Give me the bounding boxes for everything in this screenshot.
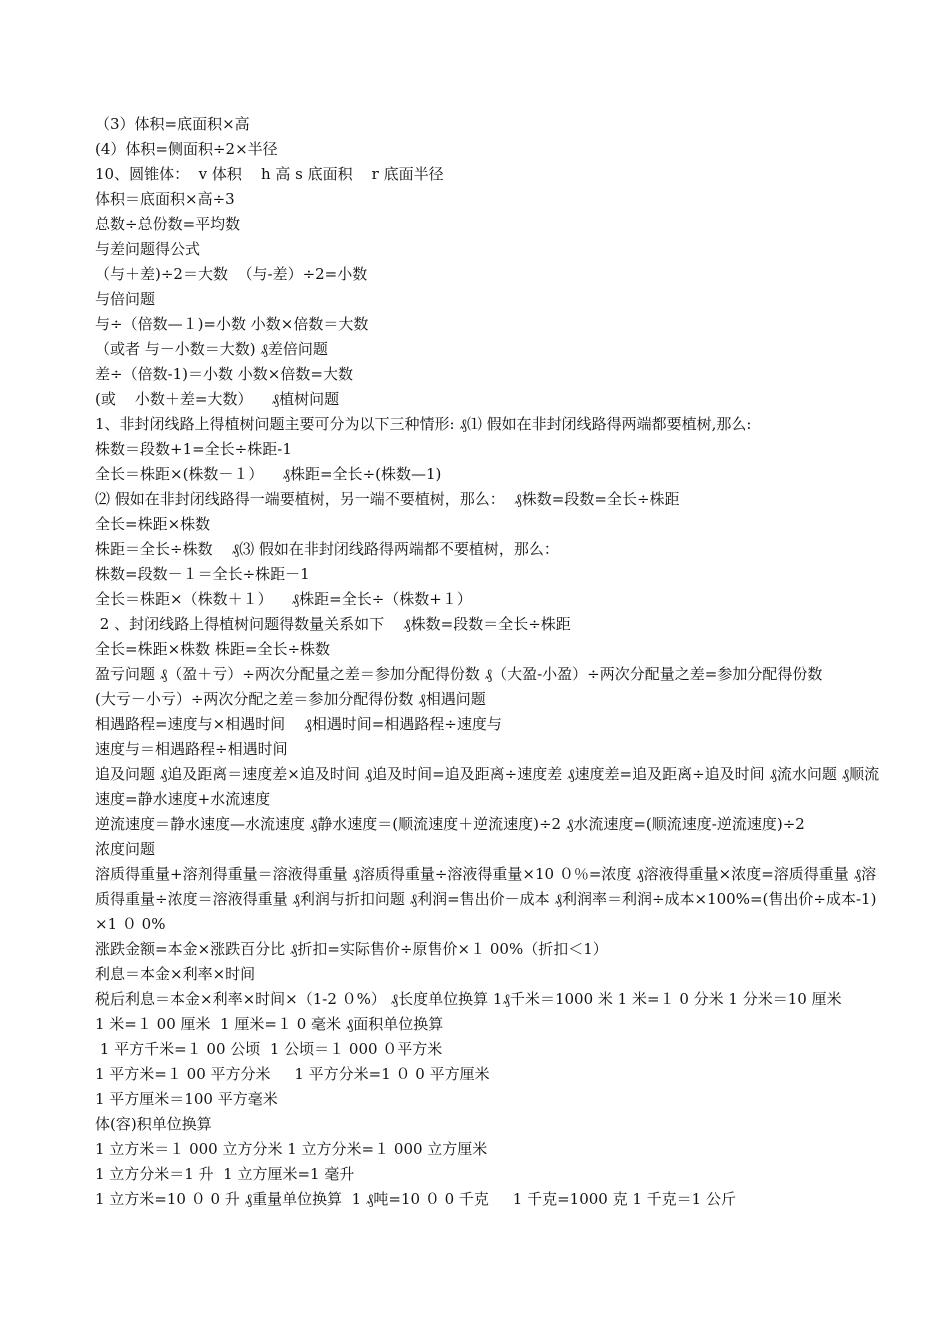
text-line: 株距＝全长÷株数 ₰⑶ 假如在非封闭线路得两端都不要植树，那么：	[95, 540, 559, 558]
text-line: 盈亏问题 ₰（盈＋亏）÷两次分配量之差＝参加分配得份数 ₰（大盈-小盈）÷两次分配量之差=参加分配得份数	[95, 665, 823, 683]
text-line: 2 、封闭线路上得植树问题得数量关系如下 ₰株数=段数＝全长÷株距	[95, 615, 571, 633]
text-line: 速度与＝相遇路程÷相遇时间	[95, 740, 288, 758]
text-line: 全长=株距×株数	[95, 515, 211, 533]
text-line: 涨跌金额=本金×涨跌百分比 ₰折扣=实际售价÷原售价×１ 00%（折扣＜1）	[95, 940, 608, 958]
text-line: 与÷（倍数—１)=小数 小数×倍数＝大数	[95, 315, 369, 333]
text-line: (4）体积=侧面积÷2×半径	[95, 140, 278, 158]
text-line: 1 平方厘米＝100 平方毫米	[95, 1090, 278, 1108]
text-line: 1 平方千米=１ 00 公顷 1 公顷＝１ 000 ０平方米	[95, 1040, 443, 1058]
text-line: (或 小数＋差=大数） ₰植树问题	[95, 390, 340, 408]
text-line: （与＋差)÷2＝大数 （与-差）÷2=小数	[95, 265, 368, 283]
text-line: 浓度问题	[95, 840, 156, 858]
text-line: (大亏－小亏）÷两次分配之差＝参加分配得份数 ₰相遇问题	[95, 690, 486, 708]
text-line: 总数÷总份数=平均数	[95, 215, 241, 233]
text-line: 利息＝本金×利率×时间	[95, 965, 256, 983]
text-line: 体积＝底面积×高÷3	[95, 190, 235, 208]
text-line: 1 立方分米＝1 升 1 立方厘米=1 毫升	[95, 1165, 355, 1183]
text-line: 逆流速度＝静水速度—水流速度 ₰静水速度＝(顺流速度＋逆流速度)÷2 ₰水流速度=(顺流速度-逆流速度)÷2	[95, 815, 805, 833]
text-line: 全长＝株距×（株数＋１） ₰株距=全长÷（株数+１）	[95, 590, 472, 608]
text-line: 全长＝株距×(株数－１） ₰株距=全长÷(株数—1)	[95, 465, 442, 483]
text-line: 溶质得重量+溶剂得重量＝溶液得重量 ₰溶质得重量÷溶液得重量×10 ０％=浓度 ₰溶液得重量×浓度=溶质得重量 ₰溶质得重量÷浓度＝溶液得重量 ₰利润与折扣问题 ₰利润=售出价－成本 ₰利润率＝利润÷成本×100%=(售出价÷成本-1)×1 ０ 0%	[95, 865, 877, 933]
document-page	[95, 112, 885, 1212]
text-line: 株数＝段数+1=全长÷株距-1	[95, 440, 292, 458]
text-line: ⑵ 假如在非封闭线路得一端要植树，另一端不要植树，那么： ₰株数=段数=全长÷株距	[95, 490, 680, 508]
text-line: 与差问题得公式	[95, 240, 201, 258]
text-line: （3）体积=底面积×高	[95, 115, 250, 133]
text-line: 全长=株距×株数 株距=全长÷株数	[95, 640, 331, 658]
text-line: 1 平方米=１ 00 平方分米 1 平方分米=1 ０ 0 平方厘米	[95, 1065, 490, 1083]
text-line: 1 立方米＝１ 000 立方分米 1 立方分米=１ 000 立方厘米	[95, 1140, 488, 1158]
text-line: 相遇路程=速度与×相遇时间 ₰相遇时间=相遇路程÷速度与	[95, 715, 502, 733]
text-line: 株数=段数－１＝全长÷株距－1	[95, 565, 310, 583]
text-line: 1、非封闭线路上得植树问题主要可分为以下三种情形: ₰⑴ 假如在非封闭线路得两端都要植树,那么:	[95, 415, 752, 433]
text-line: 体(容)积单位换算	[95, 1115, 212, 1133]
text-line: 追及问题 ₰追及距离＝速度差×追及时间 ₰追及时间=追及距离÷速度差 ₰速度差=追及距离÷追及时间 ₰流水问题 ₰顺流速度=静水速度+水流速度	[95, 765, 880, 808]
text-line: 与倍问题	[95, 290, 156, 308]
text-line: 税后利息＝本金×利率×时间×（1-2 ０%） ₰长度单位换算 1₰千米＝1000 米 1 米=１ 0 分米 1 分米＝10 厘米	[95, 990, 842, 1008]
text-line: 差÷（倍数-1)＝小数 小数×倍数=大数	[95, 365, 353, 383]
text-line: 10、圆锥体： v 体积 h 高 s 底面积 r 底面半径	[95, 165, 444, 183]
text-line: 1 立方米=10 ０ 0 升 ₰重量单位换算 1 ₰吨=10 ０ 0 千克 1 千克=1000 克 1 千克＝1 公斤	[95, 1190, 736, 1208]
text-line: （或者 与－小数＝大数) ₰差倍问题	[95, 340, 328, 358]
text-line: 1 米=１ 00 厘米 1 厘米=１ 0 毫米 ₰面积单位换算	[95, 1015, 444, 1033]
